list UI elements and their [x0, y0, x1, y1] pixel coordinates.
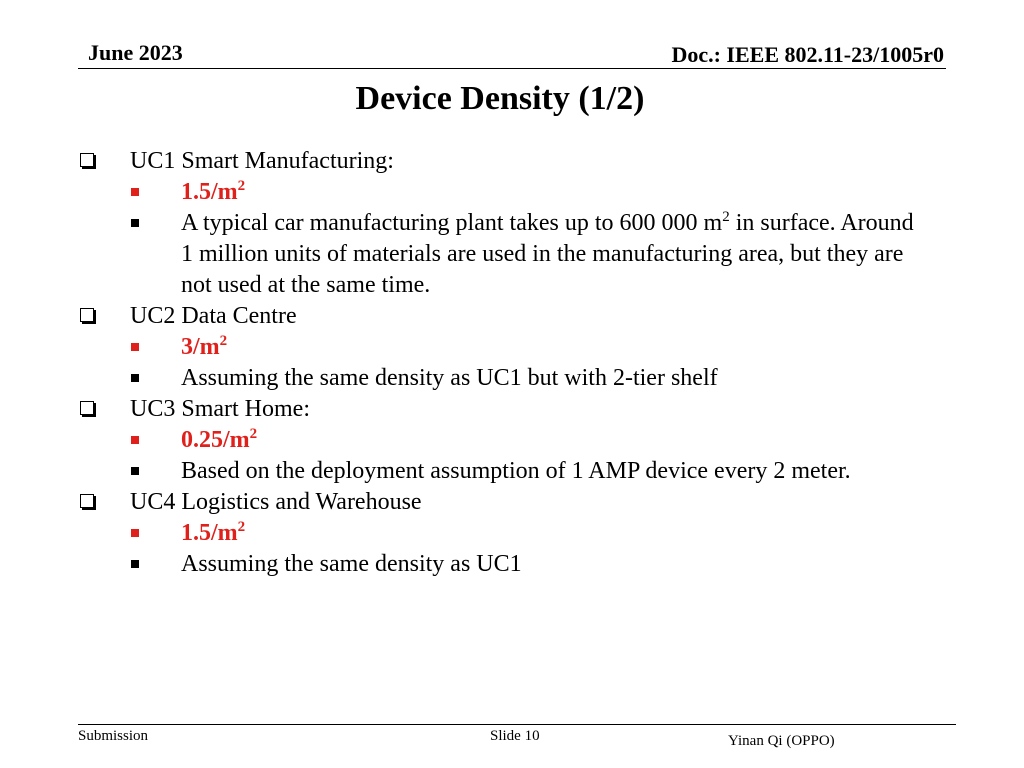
square-bullet-icon: [131, 436, 139, 444]
header-date: June 2023: [88, 40, 183, 65]
square-bullet-icon: [131, 467, 139, 475]
uc1-heading: UC1 Smart Manufacturing:: [130, 148, 394, 174]
header-divider: [78, 68, 946, 69]
slide-title: Device Density (1/2): [355, 80, 645, 117]
footer-divider: [78, 724, 956, 725]
uc2-note: Assuming the same density as UC1 but with 2-tier shelf: [181, 365, 718, 391]
uc1-density: $1.5/m^2$: [181, 178, 246, 205]
uc2-heading: UC2 Data Centre: [130, 303, 297, 329]
square-bullet-icon: [131, 188, 139, 196]
uc3-note: Based on the deployment assumption of 1 AMP device every 2 meter.: [181, 458, 851, 484]
uc1-note-continued-2: not used at the same time.: [181, 272, 431, 298]
checkbox-bullet-icon: [80, 401, 94, 415]
header-doc-id: Doc.: IEEE 802.11-23/1005r0: [671, 42, 944, 67]
checkbox-bullet-icon: [80, 153, 94, 167]
square-bullet-icon: [131, 219, 139, 227]
square-bullet-icon: [131, 529, 139, 537]
uc3-heading: UC3 Smart Home:: [130, 396, 310, 422]
uc4-density: $1.5/m^2$: [181, 519, 246, 546]
footer-slide-number: Slide 10: [490, 728, 540, 744]
checkbox-bullet-icon: [80, 308, 94, 322]
uc4-note: Assuming the same density as UC1: [181, 551, 522, 577]
checkbox-bullet-icon: [80, 494, 94, 508]
uc2-density: $3/m^2$: [181, 333, 228, 360]
footer-submission: Submission: [78, 728, 149, 744]
uc1-note: A typical car manufacturing plant takes up to 600 000 $m^2$ in surface. Around: [181, 209, 914, 236]
square-bullet-icon: [131, 343, 139, 351]
square-bullet-icon: [131, 560, 139, 568]
uc1-note-continued: 1 million units of materials are used in the manufacturing area, but they are: [181, 241, 904, 267]
uc3-density: $0.25/m^2$: [181, 426, 258, 453]
footer-author: Yinan Qi (OPPO): [728, 733, 835, 749]
uc4-heading: UC4 Logistics and Warehouse: [130, 489, 422, 515]
square-bullet-icon: [131, 374, 139, 382]
